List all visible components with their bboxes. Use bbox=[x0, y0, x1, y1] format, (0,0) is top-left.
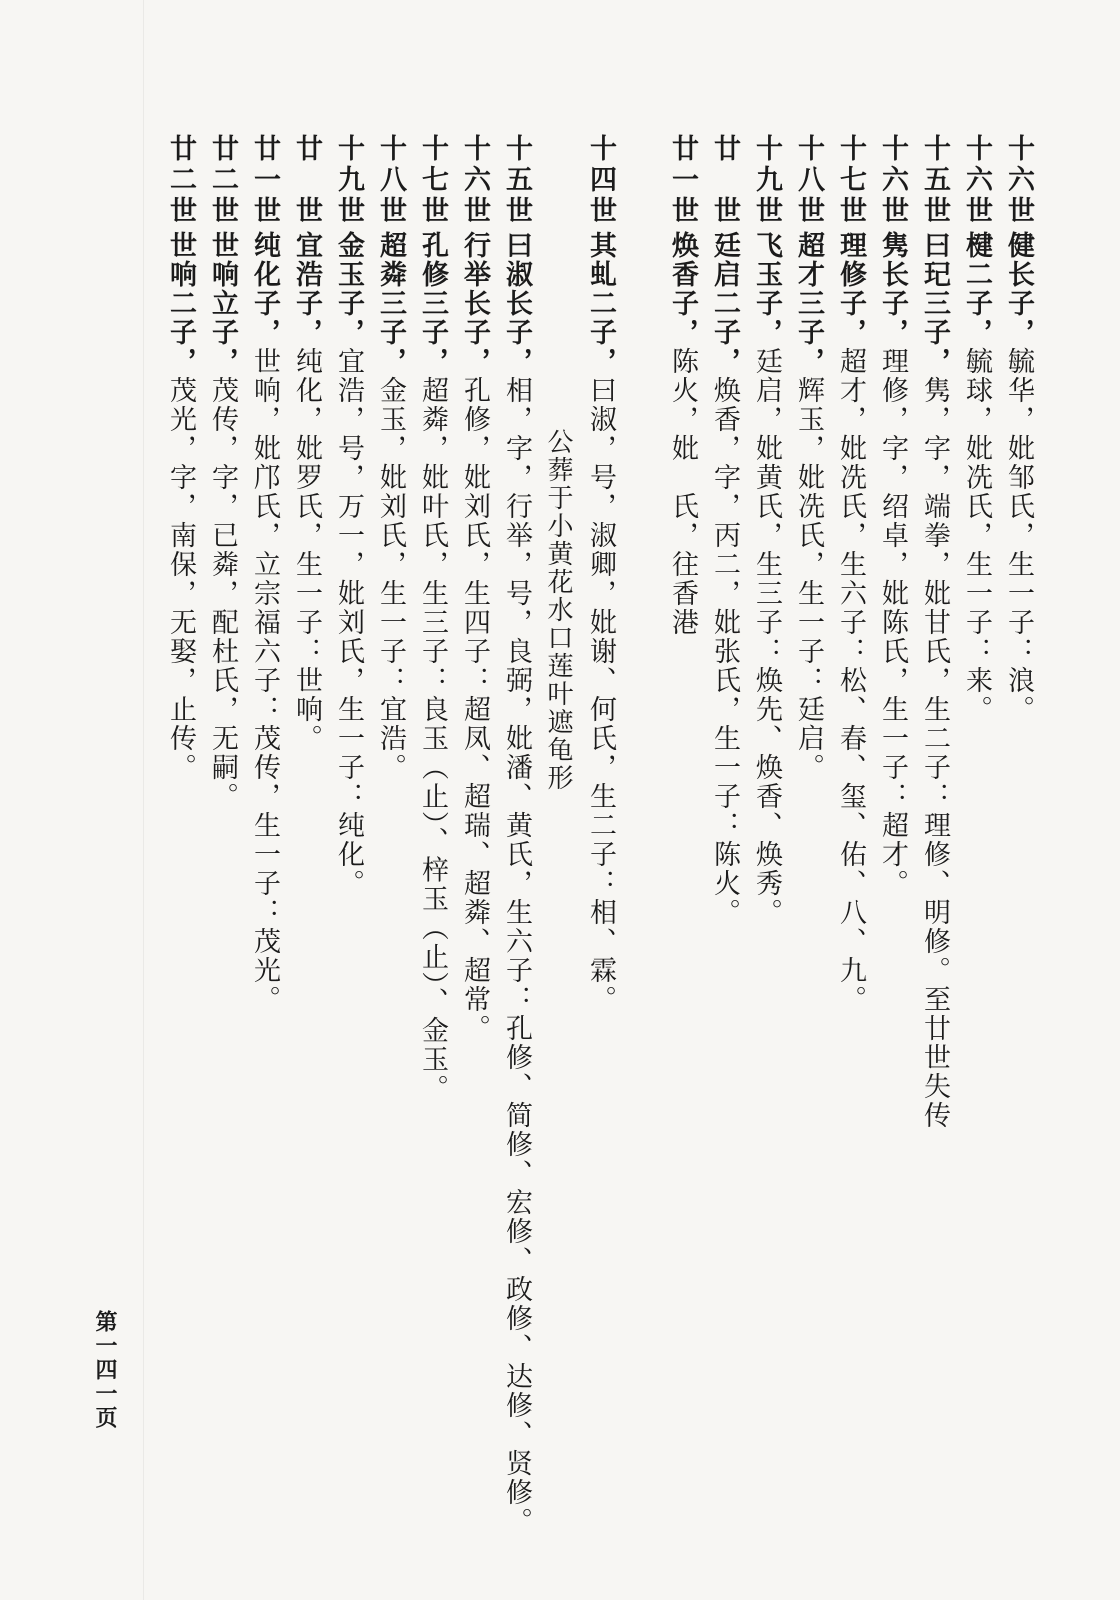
entry-column bbox=[746, 134, 786, 927]
entry-column bbox=[998, 134, 1038, 724]
entry-heading: 理修子， bbox=[835, 231, 866, 347]
entry-text: 隽，字，端拳，妣甘氏，生二子：理修、明修。至廿世失传 bbox=[919, 376, 950, 1130]
generation-label: 廿一世 bbox=[249, 134, 280, 227]
generation-label: 廿一世 bbox=[667, 134, 698, 227]
entry-heading: 廷启二子， bbox=[709, 231, 740, 376]
entry-text: 廷启，妣黄氏，生三子：焕先、焕香、焕秀。 bbox=[751, 347, 782, 927]
entry-heading: 超粦三子， bbox=[375, 231, 406, 376]
entry-text: 毓华，妣邹氏，生一子：浪。 bbox=[1003, 347, 1034, 724]
entry-column bbox=[286, 134, 326, 753]
entry-text: 焕香，字，丙二，妣张氏，生一子：陈火。 bbox=[709, 376, 740, 927]
generation-label: 十六世 bbox=[1003, 134, 1034, 227]
entry-heading: 金玉子， bbox=[333, 231, 364, 347]
burial-note: 公葬于小黄花水口莲叶遮龟形 bbox=[543, 428, 573, 792]
entry-column bbox=[370, 134, 410, 782]
generation-label: 十六世 bbox=[459, 134, 490, 227]
entry-text: 茂光，字，南保，无娶，止传。 bbox=[165, 376, 196, 782]
entry-text: 超才，妣冼氏，生六子：松、春、玺、佑、八、九。 bbox=[835, 347, 866, 1014]
generation-label: 十七世 bbox=[417, 134, 448, 227]
generation-label: 十五世 bbox=[919, 134, 950, 227]
entry-heading: 孔修三子， bbox=[417, 231, 448, 376]
generation-label: 十四世 bbox=[585, 134, 616, 227]
entry-text: 世响，妣邝氏，立宗福六子：茂传，生一子：茂光。 bbox=[249, 347, 280, 1014]
entry-column bbox=[704, 134, 744, 927]
generation-label: 十九世 bbox=[333, 134, 364, 227]
entry-column bbox=[202, 134, 242, 811]
entry-text: 理修，字，绍卓，妣陈氏，生一子：超才。 bbox=[877, 347, 908, 898]
entry-column bbox=[580, 134, 620, 1014]
generation-label: 十六世 bbox=[877, 134, 908, 227]
generation-label: 廿二世 bbox=[165, 134, 196, 227]
entry-heading: 曰淑长子， bbox=[501, 231, 532, 376]
entry-heading: 宜浩子， bbox=[291, 231, 322, 347]
entry-text: 孔修，妣刘氏，生四子：超凤、超瑞、超粦、超常。 bbox=[459, 376, 490, 1043]
entry-heading: 世响二子， bbox=[165, 231, 196, 376]
generation-label: 十六世 bbox=[961, 134, 992, 227]
entry-column bbox=[788, 134, 828, 782]
entry-heading: 隽长子， bbox=[877, 231, 908, 347]
entry-heading: 超才三子， bbox=[793, 231, 824, 376]
generation-label: 十九世 bbox=[751, 134, 782, 227]
generation-label: 十七世 bbox=[835, 134, 866, 227]
entry-heading: 曰玘三子， bbox=[919, 231, 950, 376]
entry-column bbox=[454, 134, 494, 1043]
entry-text: 辉玉，妣冼氏，生一子：廷启。 bbox=[793, 376, 824, 782]
entry-heading: 行举长子， bbox=[459, 231, 490, 376]
entry-column bbox=[830, 134, 870, 1014]
entry-text: 纯化，妣罗氏，生一子：世响。 bbox=[291, 347, 322, 753]
entry-text: 曰淑，号，淑卿，妣谢、何氏，生二子：相、霖。 bbox=[585, 376, 616, 1014]
generation-label: 十五世 bbox=[501, 134, 532, 227]
entry-heading: 纯化子， bbox=[249, 231, 280, 347]
entry-text: 超粦，妣叶氏，生三子：良玉（止）、梓玉（止）、金玉。 bbox=[417, 376, 448, 1103]
entry-text: 宜浩，号，万一，妣刘氏，生一子：纯化。 bbox=[333, 347, 364, 898]
entry-column bbox=[244, 134, 284, 1014]
page-number: 第一四一页 bbox=[92, 1310, 118, 1430]
page-margin-line bbox=[143, 0, 144, 1600]
entry-text: 金玉，妣刘氏，生一子：宜浩。 bbox=[375, 376, 406, 782]
entry-text: 陈火，妣 氏，往香港 bbox=[667, 347, 698, 637]
entry-text: 茂传，字，已粦，配杜氏，无嗣。 bbox=[207, 376, 238, 811]
entry-column bbox=[872, 134, 912, 898]
entry-heading: 健长子， bbox=[1003, 231, 1034, 347]
entry-column bbox=[914, 134, 954, 1130]
entry-column bbox=[956, 134, 996, 724]
entry-column bbox=[160, 134, 200, 782]
generation-label: 廿 世 bbox=[291, 134, 322, 227]
entry-text: 毓球，妣冼氏，生一子：来。 bbox=[961, 347, 992, 724]
entry-text: 相，字，行举，号，良弼，妣潘、黄氏，生六子：孔修、简修、宏修、政修、达修、贤修。 bbox=[501, 376, 532, 1536]
entry-heading: 飞玉子， bbox=[751, 231, 782, 347]
generation-label: 廿二世 bbox=[207, 134, 238, 227]
generation-label: 十八世 bbox=[793, 134, 824, 227]
entry-heading: 世响立子， bbox=[207, 231, 238, 376]
entry-heading: 焕香子， bbox=[667, 231, 698, 347]
entry-column bbox=[412, 134, 452, 1103]
entry-heading: 其虬二子， bbox=[585, 231, 616, 376]
entry-column bbox=[662, 134, 702, 637]
generation-label: 廿 世 bbox=[709, 134, 740, 227]
entry-column bbox=[328, 134, 368, 898]
generation-label: 十八世 bbox=[375, 134, 406, 227]
entry-heading: 楗二子， bbox=[961, 231, 992, 347]
entry-column bbox=[496, 134, 536, 1536]
